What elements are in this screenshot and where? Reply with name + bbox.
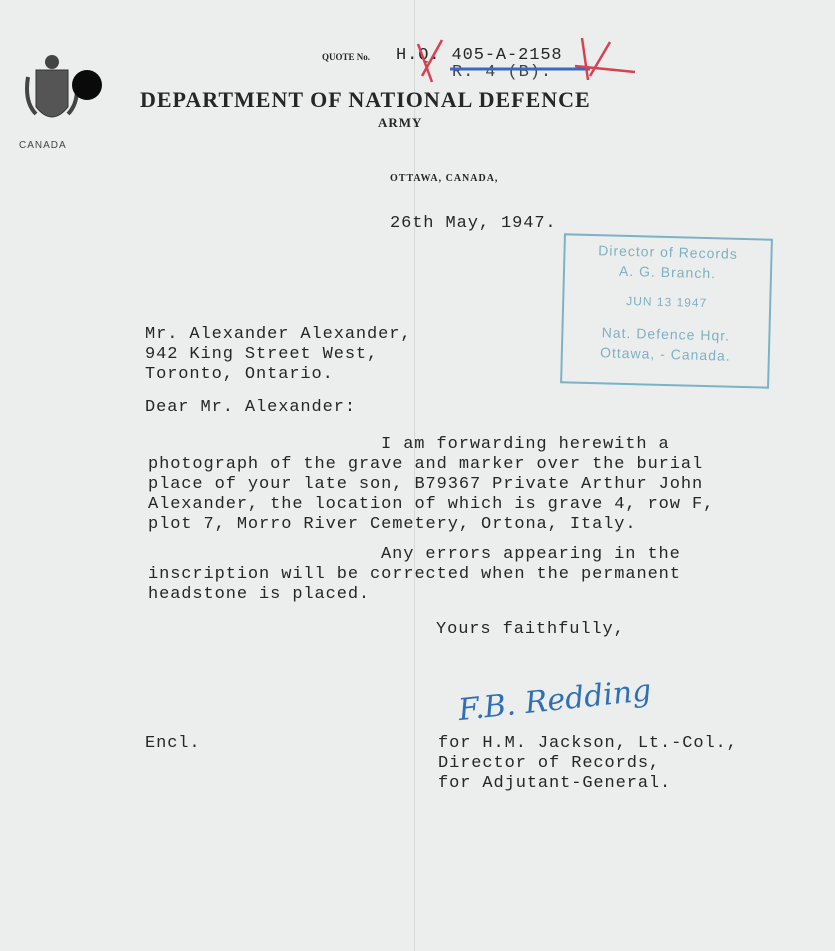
quote-label: QUOTE No. <box>322 52 371 62</box>
received-stamp <box>560 233 773 388</box>
signature: F.B. Redding <box>456 672 653 729</box>
crest-caption: CANADA <box>19 140 67 151</box>
paragraph-1 <box>148 435 714 535</box>
closing: Yours faithfully, <box>436 620 625 639</box>
address-line: Toronto, Ontario. <box>145 365 334 384</box>
location: OTTAWA, CANADA, <box>390 173 499 184</box>
canada-crest-icon <box>22 52 82 137</box>
stamp-line: Ottawa, - Canada. <box>599 344 731 364</box>
stamp-line: Director of Records <box>598 242 739 262</box>
recipient-address <box>145 325 411 385</box>
pencil-marks <box>410 36 640 86</box>
text-line: photograph of the grave and marker over the burial <box>148 455 704 474</box>
stamp-date: JUN 13 1947 <box>626 293 708 311</box>
department-title: DEPARTMENT OF NATIONAL DEFENCE <box>140 87 591 112</box>
text-line: Alexander, the location of which is grave 4, row F, <box>148 495 715 514</box>
text-line: plot 7, Morro River Cemetery, Ortona, Italy. <box>148 515 637 534</box>
text-line: inscription will be corrected when the permanent <box>148 565 681 584</box>
text-line: I am forwarding herewith a <box>381 435 670 454</box>
punch-hole <box>72 70 102 100</box>
quote-number: H.Q. 405-A-2158 <box>396 46 563 65</box>
letter-date: 26th May, 1947. <box>390 214 557 233</box>
signature-block <box>438 734 738 794</box>
address-line: 942 King Street West, <box>145 345 379 364</box>
stamp-line: Nat. Defence Hqr. <box>601 324 731 344</box>
enclosure-note: Encl. <box>145 734 201 753</box>
text-line: headstone is placed. <box>148 585 371 604</box>
text-line: for Adjutant-General. <box>438 774 672 793</box>
branch-name: ARMY <box>378 115 423 130</box>
text-line: place of your late son, B79367 Private Arthur John <box>148 475 704 494</box>
stamp-line: A. G. Branch. <box>618 262 717 282</box>
quote-subnumber: R. 4 (B). <box>452 63 552 82</box>
address-line: Mr. Alexander Alexander, <box>145 325 412 344</box>
text-line: Any errors appearing in the <box>381 545 681 564</box>
text-line: for H.M. Jackson, Lt.-Col., <box>438 734 738 753</box>
paragraph-2 <box>148 545 681 605</box>
text-line: Director of Records, <box>438 754 661 773</box>
salutation: Dear Mr. Alexander: <box>145 398 356 417</box>
